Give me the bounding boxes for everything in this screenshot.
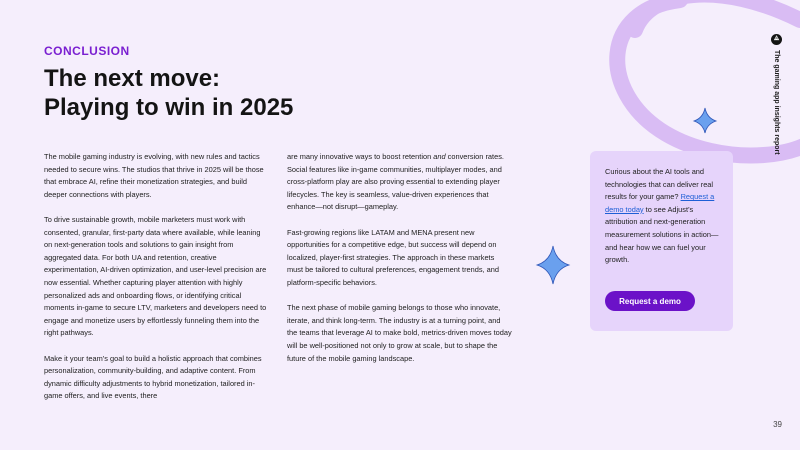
- paragraph-text: are many innovative ways to boost retention: [287, 152, 434, 161]
- paragraph: The mobile gaming industry is evolving, with new rules and tactics needed to secure wins. The studios that thrive in 2025 will be those that embrace AI, refine their monetization strategies, and build deeper connections with players.: [44, 152, 264, 199]
- paragraph: Make it your team’s goal to build a holistic approach that combines personalization, community-building, and adaptive content. From dynamic difficulty adjustments to hybrid monetization, tailored in-game offers, and live events, there: [44, 353, 262, 401]
- cta-card: [590, 151, 733, 331]
- title-line-2: Playing to win in 2025: [44, 94, 294, 121]
- cta-text: [605, 166, 721, 267]
- body-column-1: [44, 151, 269, 415]
- sparkle-icon: [537, 246, 569, 284]
- report-side-title: [771, 34, 782, 155]
- sparkle-icon: [694, 108, 716, 133]
- page-title: [44, 64, 364, 122]
- paragraph-emphasis: and: [433, 152, 446, 161]
- page-number: 39: [773, 420, 782, 429]
- request-demo-link[interactable]: Request a demo today: [605, 192, 715, 214]
- paragraph: [287, 151, 512, 214]
- paragraph: To drive sustainable growth, mobile marketers must work with consented, granular, first-party data where available, while leaning on next-generation tools and solutions to gain insight from aggregated data. For both UA and retention, creative experimentation, AI-driven optimization, and user-level precision are now essential. Whether capturing player attention with highly personalized ads and onboarding flows, or identifying critical moments in-game to secure LTV, marketers and developers need to engage and monetize users by effortlessly funneling them into the right pathways.: [44, 214, 267, 338]
- report-logo-icon: ⟁: [771, 34, 782, 45]
- request-demo-button[interactable]: Request a demo: [605, 291, 695, 311]
- paragraph-text: conversion rates. Social features like in-game communities, multiplayer modes, and cross-platform play are also proving essential to extending player lifecycles. The key is seamless, value-driven experiences that enhance—not disrupt—gameplay.: [287, 152, 504, 212]
- section-label: CONCLUSION: [44, 44, 130, 58]
- decorative-ring-top: [635, 0, 800, 30]
- paragraph: Fast-growing regions like LATAM and MENA present new opportunities for a competitive edge, but success will depend on localized, player-first strategies. The approach in these markets must be tailored to cultural preferences, engagement trends, and platform-specific behaviors.: [287, 227, 499, 287]
- title-line-1: The next move:: [44, 65, 221, 92]
- cta-text-start: Curious about the AI tools and technologies that can deliver real results for your game?: [605, 167, 714, 202]
- paragraph: The next phase of mobile gaming belongs to those who innovate, iterate, and think long-term. The industry is at a turning point, and the teams that leverage AI to make bold, metrics-driven moves today will be well-positioned not only to grow at scale, but to shape the future of the mobile gaming landscape.: [287, 303, 512, 363]
- body-column-2: [287, 151, 512, 378]
- report-side-title-text: The gaming app insights report: [773, 50, 780, 155]
- cta-text-end: to see Adjust’s attribution and next-generation measurement solutions in action—and hear how we can fuel your growth.: [605, 204, 719, 265]
